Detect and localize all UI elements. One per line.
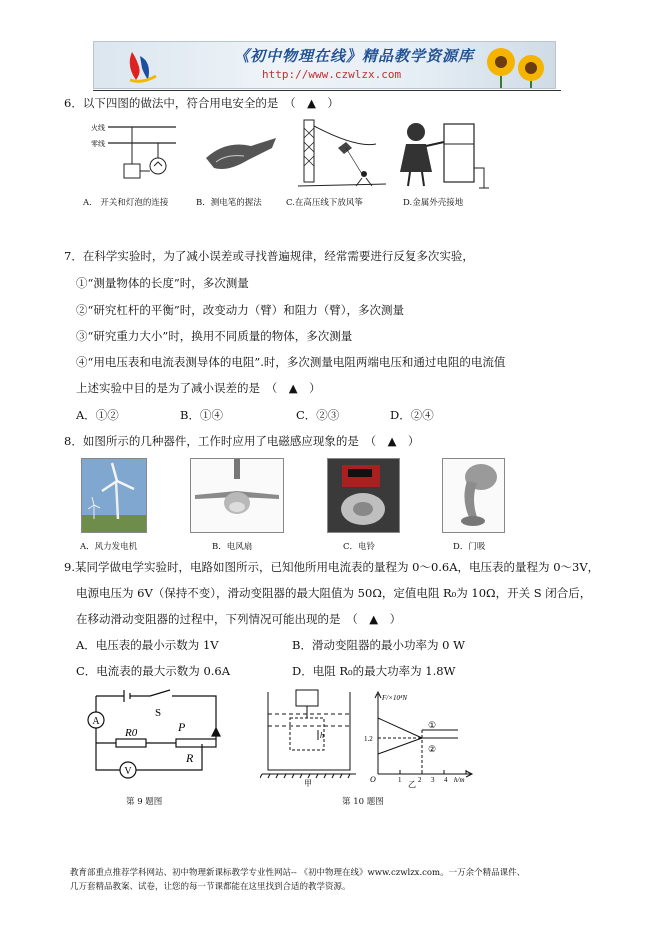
q8-caption-b: B．电风扇 xyxy=(212,542,253,552)
q6-caption-a: A. 开关和灯泡的连接 xyxy=(83,198,169,208)
q7-item-4: ④“用电压表和电流表测导体的电阻”.时，多次测量电阻两端电压和通过电阻的电流值 xyxy=(76,355,506,369)
fig10-curve2-label: ② xyxy=(428,744,437,754)
fig10-caption: 第 10 题图 xyxy=(342,797,384,807)
q6-caption-b: B．测电笔的握法 xyxy=(196,198,262,208)
electric-bell-photo xyxy=(327,458,400,533)
fig10-xaxis-label: h/m xyxy=(454,776,465,784)
slider-label: P xyxy=(178,720,186,734)
site-banner xyxy=(93,41,556,89)
fig10-yi-label: 乙 xyxy=(408,780,416,788)
logo-icon xyxy=(122,46,160,84)
q8-caption-d: D．门吸 xyxy=(453,542,486,552)
banner-url[interactable]: http://www.czwlzx.com xyxy=(262,68,402,81)
q7-item-3: ③“研究重力大小”时，换用不同质量的物体，多次测量 xyxy=(76,329,353,343)
q9-line-1: 9.某同学做电学实验时，电路如图所示，已知他所用电流表的量程为 0～0.6A，电压表的量程为 0～3V， xyxy=(64,560,600,574)
wiring-figure xyxy=(91,123,176,178)
banner-title: 《初中物理在线》精品教学资源库 xyxy=(234,47,475,65)
fig10-y-tick: 1.2 xyxy=(364,735,373,743)
fig10-curve1-label: ① xyxy=(428,720,437,730)
q9-line-2: 电源电压为 6V（保持不变），滑动变阻器的最大阻值为 50Ω，定值电阻 R₀为 10Ω，开关 S 闭合后， xyxy=(76,586,592,600)
fig9-caption: 第 9 题图 xyxy=(126,797,163,807)
footer-line-1: 教育部重点推荐学科网站、初中物理新课标教学专业性网站-- 《初中物理在线》www.czwlzx.com。一万余个精品课件、 xyxy=(70,868,526,878)
q9-line-3: 在移动滑动变阻器的过程中，下列情况可能出现的是 （ ▲ ） xyxy=(76,612,402,626)
svg-text:火线: 火线 xyxy=(91,124,105,132)
q6-caption-c: C.在高压线下放风筝 xyxy=(286,198,363,208)
fig10-yaxis-label: F/×10⁴N xyxy=(382,694,408,702)
q9-option-b: B．滑动变阻器的最小功率为 0 W xyxy=(292,638,465,652)
header-rule xyxy=(93,90,561,91)
q7-option-a: A．①② xyxy=(76,408,119,422)
fig10-container xyxy=(260,688,360,788)
r0-label: R0 xyxy=(125,727,138,739)
q7-item-2: ②“研究杠杆的平衡”时，改变动力（臂）和阻力（臂），多次测量 xyxy=(76,303,405,317)
ceiling-fan-photo xyxy=(190,458,284,533)
q6-stem: 6．以下四图的做法中，符合用电安全的是 （ ▲ ） xyxy=(64,96,339,110)
q7-item-1: ①“测量物体的长度”时，多次测量 xyxy=(76,276,249,290)
fig10-tick-4: 4 xyxy=(444,776,448,784)
fig10-tick-3: 3 xyxy=(431,776,435,784)
q6-figures xyxy=(76,118,496,196)
switch-label: S xyxy=(155,707,162,719)
q7-stem: 7．在科学实验时，为了减小误差或寻找普遍规律，经常需要进行反复多次实验， xyxy=(64,249,474,263)
q9-option-d: D．电阻 R₀的最大功率为 1.8W xyxy=(292,664,456,678)
fig10-jia-label: 甲 xyxy=(304,779,312,788)
r-label: R xyxy=(186,751,194,765)
fig10-tick-2: 2 xyxy=(418,776,422,784)
svg-text:零线: 零线 xyxy=(91,140,105,148)
fig10-tick-1: 1 xyxy=(398,776,402,784)
fig10-h-label: h xyxy=(320,731,324,740)
q7-option-c: C．②③ xyxy=(296,408,340,422)
fig10-graph xyxy=(364,690,478,788)
fig9-circuit xyxy=(78,688,228,783)
wind-turbine-photo xyxy=(81,458,147,533)
q7-option-d: D．②④ xyxy=(390,408,434,422)
q9-option-c: C．电流表的最大示数为 0.6A xyxy=(76,664,231,678)
q8-caption-c: C．电铃 xyxy=(343,542,376,552)
q8-stem: 8．如图所示的几种器件，工作时应用了电磁感应现象的是 （ ▲ ） xyxy=(64,434,420,448)
q8-caption-a: A．风力发电机 xyxy=(80,542,138,552)
test-pen-figure xyxy=(206,138,276,169)
q6-caption-d: D.金属外壳接地 xyxy=(403,198,464,208)
footer-line-2: 几万套精品教案、试卷，让您的每一节课都能在这里找到合适的教学资源。 xyxy=(70,882,351,892)
door-stopper-photo xyxy=(442,458,505,533)
fridge-figure xyxy=(400,123,489,188)
fig10-origin: O xyxy=(370,775,376,784)
ammeter-label: A xyxy=(92,716,100,727)
q7-option-b: B．①④ xyxy=(180,408,223,422)
q7-ask: 上述实验中目的是为了减小误差的是 （ ▲ ） xyxy=(76,381,321,395)
sunflower-icon xyxy=(479,42,555,88)
kite-figure xyxy=(298,120,386,186)
voltmeter-label: V xyxy=(124,766,132,777)
q9-option-a: A．电压表的最小示数为 1V xyxy=(76,638,219,652)
